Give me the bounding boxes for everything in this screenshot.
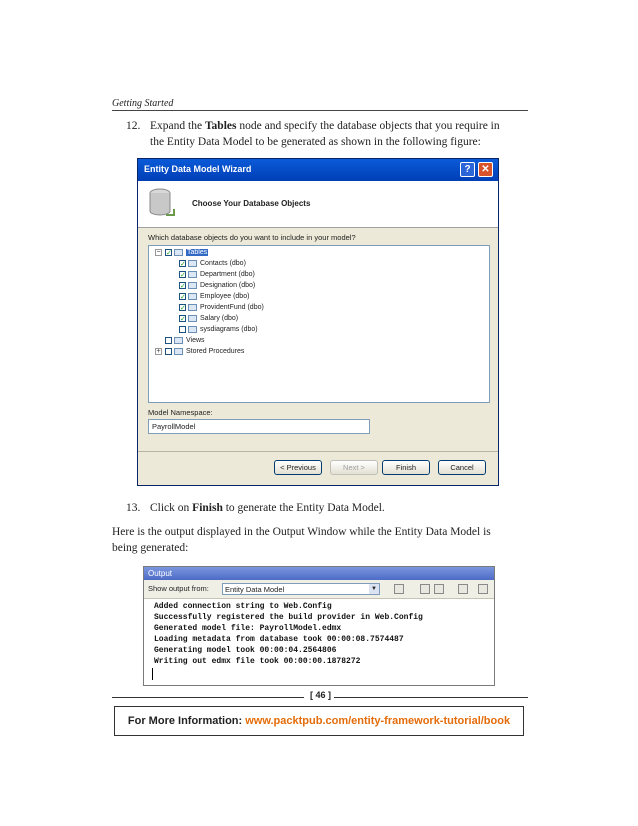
cancel-button[interactable]: Cancel <box>438 460 486 475</box>
info-link[interactable]: www.packtpub.com/entity-framework-tutorial/book <box>245 715 511 727</box>
checkbox-icon[interactable]: ✓ <box>180 271 186 279</box>
running-header: Getting Started <box>112 98 174 109</box>
tree-node-stored-procedures[interactable] <box>155 347 244 357</box>
tree-item[interactable] <box>179 259 246 269</box>
namespace-label: Model Namespace: <box>148 408 213 417</box>
page-rule-right <box>334 697 528 698</box>
output-intro-paragraph <box>112 524 532 556</box>
next-message-icon[interactable] <box>434 584 444 594</box>
step-13-text-bold: Finish <box>192 502 223 514</box>
output-toolbar <box>144 580 494 599</box>
more-information-box <box>114 706 524 736</box>
word-wrap-icon[interactable] <box>478 584 488 594</box>
clear-all-icon[interactable] <box>458 584 468 594</box>
page-number-bar <box>0 690 638 704</box>
checkbox-icon[interactable] <box>179 326 186 333</box>
next-button[interactable]: Next > <box>330 460 378 475</box>
page-number: [ 46 ] <box>310 690 332 700</box>
checkbox-icon[interactable] <box>165 337 172 344</box>
output-window <box>143 566 495 686</box>
finish-button[interactable]: Finish <box>382 460 430 475</box>
expand-icon[interactable]: + <box>156 347 161 355</box>
paragraph-line-2: being generated: <box>112 542 189 554</box>
checkbox-icon[interactable]: ✓ <box>180 315 186 323</box>
wizard-heading: Choose Your Database Objects <box>192 199 311 208</box>
tree-item[interactable] <box>179 314 238 324</box>
tree-label-tables: Tables <box>187 249 208 256</box>
button-divider <box>138 451 498 452</box>
objects-question: Which database objects do you want to include in your model? <box>148 233 356 242</box>
database-icon <box>148 187 176 221</box>
checkbox-icon[interactable]: ✓ <box>166 249 172 257</box>
output-line: Added connection string to Web.Config <box>154 602 332 611</box>
table-icon <box>188 304 197 311</box>
tree-label-views: Views <box>186 337 205 344</box>
table-icon <box>188 293 197 300</box>
tree-node-views[interactable] <box>165 336 205 346</box>
checkbox-icon[interactable]: ✓ <box>180 304 186 312</box>
step-12-text-bold: Tables <box>204 120 237 132</box>
wizard-title-bar <box>138 159 498 181</box>
checkbox-icon[interactable]: ✓ <box>180 260 186 268</box>
text-cursor <box>152 668 153 680</box>
paragraph-line-1: Here is the output displayed in the Output Window while the Entity Data Model is <box>112 526 491 538</box>
step-13 <box>126 500 526 516</box>
previous-button[interactable]: < Previous <box>274 460 322 475</box>
output-line: Loading metadata from database took 00:00:08.7574487 <box>154 635 404 644</box>
step-12-number: 12. <box>126 120 141 132</box>
header-rule <box>112 110 528 111</box>
page-rule-left <box>112 697 304 698</box>
database-objects-tree[interactable] <box>148 245 490 403</box>
output-title-bar <box>144 567 494 580</box>
output-source-value: Entity Data Model <box>225 585 285 594</box>
tree-item-label: Department (dbo) <box>200 271 255 278</box>
table-icon <box>188 282 197 289</box>
step-12-text-post: node and specify the database objects that you require in <box>236 120 500 132</box>
tree-node-tables[interactable] <box>155 248 208 258</box>
tree-item[interactable] <box>179 292 249 302</box>
checkbox-icon[interactable] <box>165 348 172 355</box>
output-title: Output <box>148 569 173 578</box>
collapse-icon[interactable]: − <box>156 248 161 256</box>
show-output-label: Show output from: <box>148 584 209 593</box>
checkbox-icon[interactable]: ✓ <box>180 293 186 301</box>
chevron-down-icon[interactable]: ▼ <box>369 584 379 594</box>
info-label: For More Information: <box>127 715 246 727</box>
tree-item-label: Employee (dbo) <box>200 293 250 300</box>
find-message-icon[interactable] <box>394 584 404 594</box>
step-12-text-pre: Expand the <box>150 120 205 132</box>
step-12-text-line2: the Entity Data Model to be generated as shown in the following figure: <box>150 136 481 148</box>
procedures-folder-icon <box>174 348 183 355</box>
tree-item[interactable] <box>179 270 255 280</box>
wizard-header <box>138 181 498 228</box>
tree-item[interactable] <box>179 281 255 291</box>
table-folder-icon <box>174 249 183 256</box>
output-line: Successfully registered the build provider in Web.Config <box>154 613 423 622</box>
table-icon <box>188 271 197 278</box>
tree-item-label: Contacts (dbo) <box>200 260 246 267</box>
tree-item[interactable] <box>179 325 258 335</box>
wizard-title: Entity Data Model Wizard <box>144 164 252 174</box>
table-icon <box>188 315 197 322</box>
tree-label-stored-procedures: Stored Procedures <box>186 348 245 355</box>
tree-item-label: sysdiagrams (dbo) <box>200 326 258 333</box>
checkbox-icon[interactable]: ✓ <box>180 282 186 290</box>
close-icon[interactable]: ✕ <box>478 162 493 177</box>
table-icon <box>188 326 197 333</box>
namespace-input[interactable]: PayrollModel <box>148 419 370 434</box>
step-12 <box>126 118 526 150</box>
output-source-select[interactable] <box>222 583 380 595</box>
help-icon[interactable]: ? <box>460 162 475 177</box>
output-line: Writing out edmx file took 00:00:00.1878272 <box>154 657 361 666</box>
views-folder-icon <box>174 337 183 344</box>
table-icon <box>188 260 197 267</box>
output-line: Generated model file: PayrollModel.edmx <box>154 624 342 633</box>
output-line: Generating model took 00:00:04.2564806 <box>154 646 337 655</box>
step-13-number: 13. <box>126 502 141 514</box>
entity-data-model-wizard <box>137 158 499 486</box>
tree-item-label: ProvidentFund (dbo) <box>200 304 264 311</box>
step-13-text-post: to generate the Entity Data Model. <box>222 502 385 514</box>
prev-message-icon[interactable] <box>420 584 430 594</box>
tree-item-label: Salary (dbo) <box>200 315 239 322</box>
tree-item-label: Designation (dbo) <box>200 282 256 289</box>
tree-item[interactable] <box>179 303 264 313</box>
step-13-text-pre: Click on <box>150 502 193 514</box>
